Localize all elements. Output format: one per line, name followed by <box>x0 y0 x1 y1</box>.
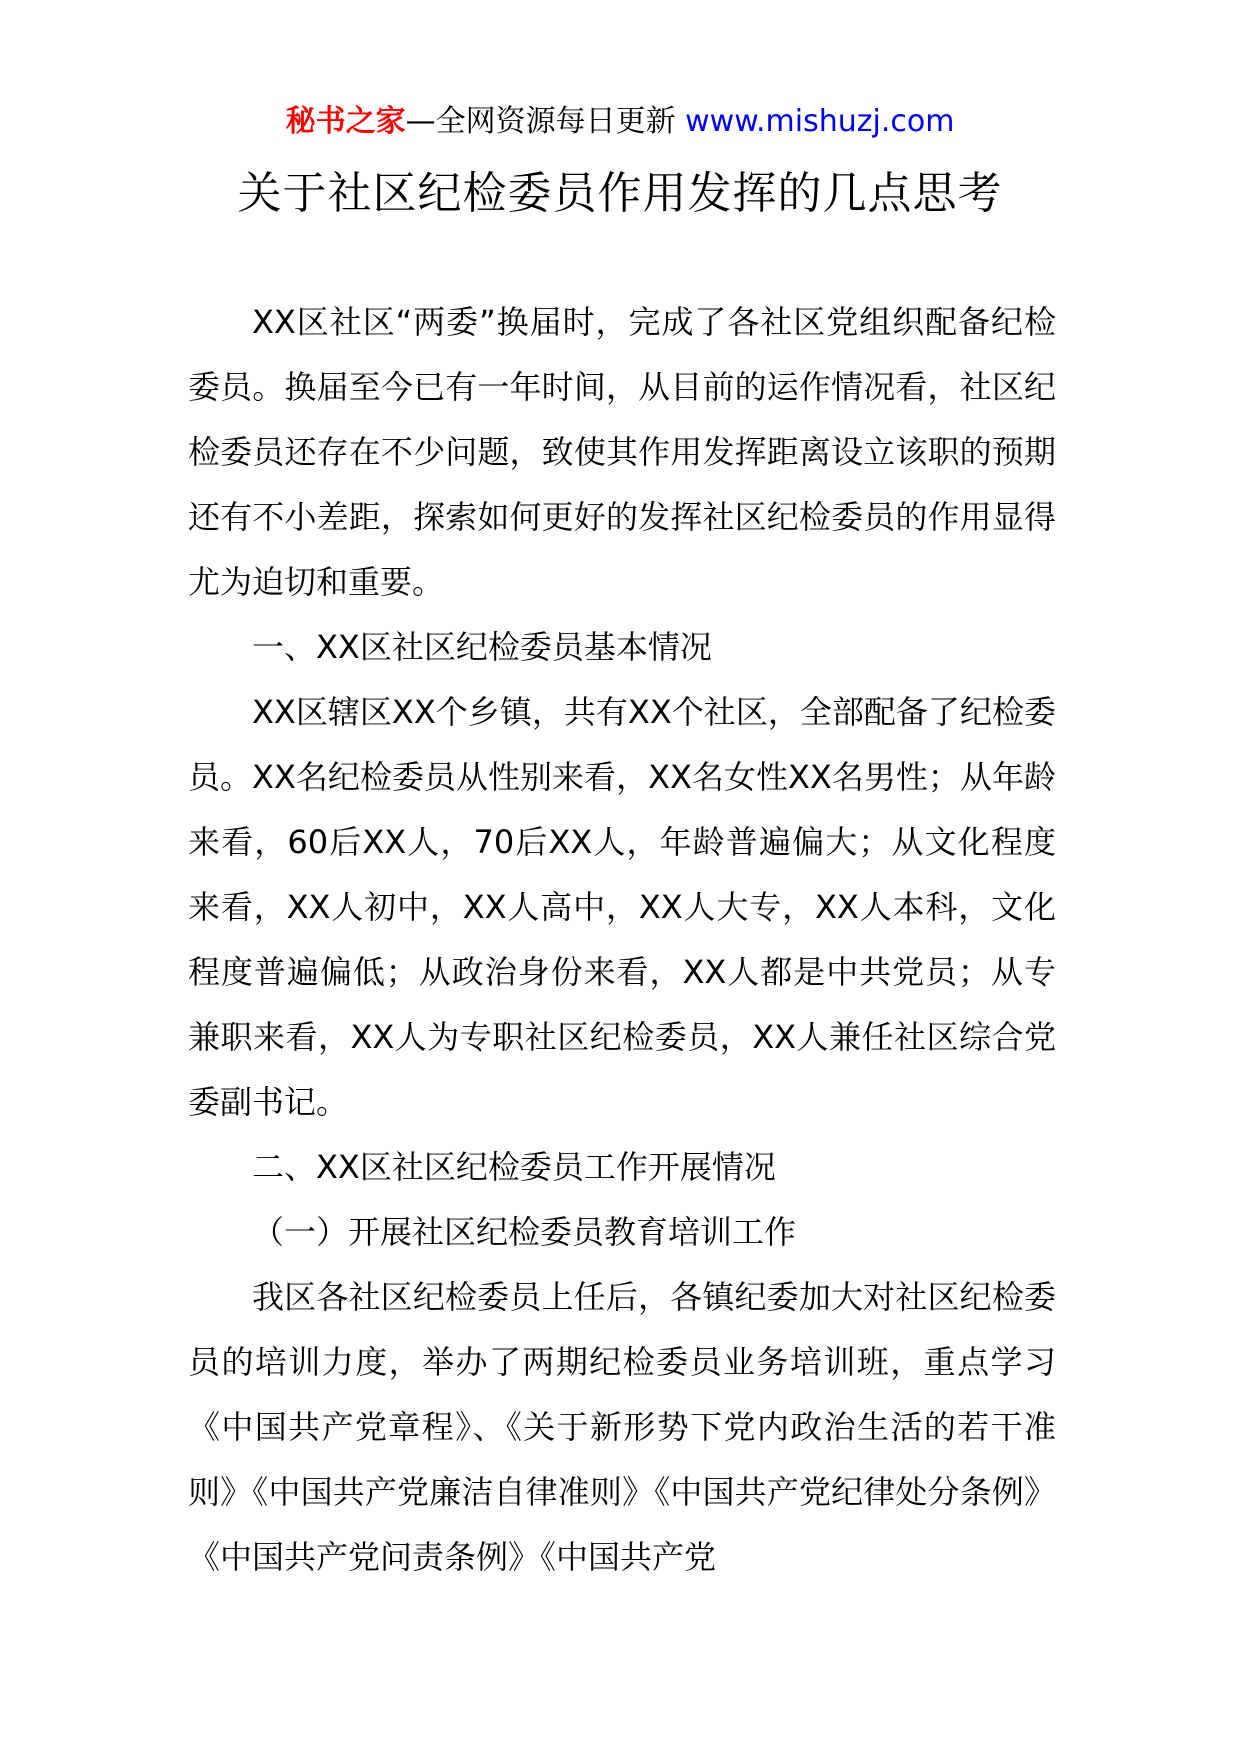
intro-paragraph: XX区社区“两委”换届时，完成了各社区党组织配备纪检委员。换届至今已有一年时间，从目前的运作情况看，社区纪检委员还存在不少问题，致使其作用发挥距离设立该职的预期还有不小差距，探索如何更好的发挥社区纪检委员的作用显得尤为迫切和重要。 <box>188 303 1056 601</box>
document-body <box>188 290 1056 1590</box>
header-tagline: —全网资源每日更新 <box>405 104 676 139</box>
site-url-link[interactable]: www.mishuzj.com <box>685 104 955 139</box>
section-1-paragraph: XX区辖区XX个乡镇，共有XX个社区，全部配备了纪检委员。XX名纪检委员从性别来看，XX名女性XX名男性；从年龄来看，60后XX人，70后XX人，年龄普遍偏大；从文化程度来看，XX人初中，XX人高中，XX人大专，XX人本科，文化程度普遍偏低；从政治身份来看，XX人都是中共党员；从专兼职来看，XX人为专职社区纪检委员，XX人兼任社区综合党委副书记。 <box>188 693 1056 1121</box>
site-header <box>0 100 1240 144</box>
section-1-heading: 一、XX区社区纪检委员基本情况 <box>252 628 712 666</box>
section-2-heading: 二、XX区社区纪检委员工作开展情况 <box>252 1148 776 1186</box>
brand-name: 秘书之家 <box>285 104 406 139</box>
document-title: 关于社区纪检委员作用发挥的几点思考 <box>237 168 1003 219</box>
subsection-1-paragraph: 我区各社区纪检委员上任后，各镇纪委加大对社区纪检委员的培训力度，举办了两期纪检委员业务培训班，重点学习《中国共产党章程》、《关于新形势下党内政治生活的若干准则》《中国共产党廉洁自律准则》《中国共产党纪律处分条例》《中国共产党问责条例》《中国共产党 <box>188 1278 1056 1576</box>
subsection-1-heading: （一）开展社区纪检委员教育培训工作 <box>252 1213 797 1251</box>
